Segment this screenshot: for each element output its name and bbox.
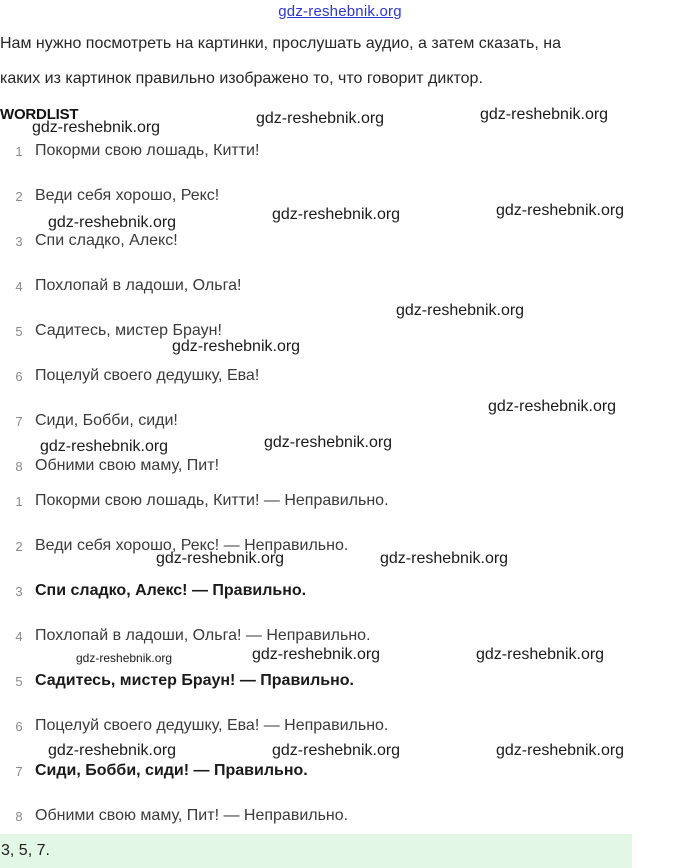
watermark: gdz-reshebnik.org <box>156 550 285 567</box>
watermark: gdz-reshebnik.org <box>380 550 509 567</box>
item-text: Похлопай в ладоши, Ольга! <box>35 277 242 294</box>
answer-text: Веди себя хорошо, Рекс! — Неправильно. <box>35 537 349 554</box>
watermark: gdz-reshebnik.org <box>40 438 169 455</box>
watermark: gdz-reshebnik.org <box>32 119 161 136</box>
final-answer-box <box>0 834 632 868</box>
item-number: 6 <box>15 369 23 384</box>
watermark: gdz-reshebnik.org <box>272 742 401 759</box>
item-text: Спи сладко, Алекс! <box>35 232 178 249</box>
answer-text: Садитесь, мистер Браун! — Правильно. <box>35 672 354 689</box>
item-text: Веди себя хорошо, Рекс! <box>35 187 220 204</box>
site-header[interactable]: gdz-reshebnik.org <box>278 3 402 20</box>
watermark: gdz-reshebnik.org <box>76 651 173 665</box>
item-number: 1 <box>15 144 23 159</box>
item-text: Сиди, Бобби, сиди! <box>35 412 178 429</box>
watermark: gdz-reshebnik.org <box>496 742 625 759</box>
item-number: 5 <box>15 324 23 339</box>
item-text: Покорми свою лошадь, Китти! <box>35 142 260 159</box>
item-number: 7 <box>15 414 23 429</box>
watermark: gdz-reshebnik.org <box>172 338 301 355</box>
watermark: gdz-reshebnik.org <box>476 646 605 663</box>
item-text: Садитесь, мистер Браун! <box>35 322 222 339</box>
intro-line-2: каких из картинок правильно изображено то, что говорит диктор. <box>0 70 483 87</box>
watermark: gdz-reshebnik.org <box>496 202 625 219</box>
watermark: gdz-reshebnik.org <box>396 302 525 319</box>
answer-number: 3 <box>15 584 23 599</box>
answer-number: 1 <box>15 494 23 509</box>
answer-text: Спи сладко, Алекс! — Правильно. <box>35 582 307 599</box>
item-number: 2 <box>15 189 23 204</box>
watermark: gdz-reshebnik.org <box>488 398 617 415</box>
watermark: gdz-reshebnik.org <box>480 106 609 123</box>
wordlist-title: WORDLIST <box>0 106 79 123</box>
answer-text: Поцелуй своего дедушку, Ева! — Неправильно. <box>35 717 389 734</box>
watermark: gdz-reshebnik.org <box>48 214 177 231</box>
answer-text: Похлопай в ладоши, Ольга! — Неправильно. <box>35 627 371 644</box>
watermark: gdz-reshebnik.org <box>256 110 385 127</box>
watermark: gdz-reshebnik.org <box>272 206 401 223</box>
answer-number: 6 <box>15 719 23 734</box>
watermark: gdz-reshebnik.org <box>252 646 381 663</box>
item-number: 4 <box>15 279 23 294</box>
answer-text: Сиди, Бобби, сиди! — Правильно. <box>35 762 308 779</box>
item-text: Обними свою маму, Пит! <box>35 457 220 474</box>
answer-number: 7 <box>15 764 23 779</box>
intro-line-1: Нам нужно посмотреть на картинки, прослушать аудио, а затем сказать, на <box>0 35 562 52</box>
watermark: gdz-reshebnik.org <box>264 434 393 451</box>
answer-number: 4 <box>15 629 23 644</box>
final-answer: 3, 5, 7. <box>1 842 50 859</box>
answer-number: 8 <box>15 809 23 824</box>
answer-text: Обними свою маму, Пит! — Неправильно. <box>35 807 349 824</box>
item-text: Поцелуй своего дедушку, Ева! <box>35 367 260 384</box>
item-number: 3 <box>15 234 23 249</box>
item-number: 8 <box>15 459 23 474</box>
watermark: gdz-reshebnik.org <box>48 742 177 759</box>
answer-number: 2 <box>15 539 23 554</box>
answer-text: Покорми свою лошадь, Китти! — Неправильно. <box>35 492 389 509</box>
answer-number: 5 <box>15 674 23 689</box>
